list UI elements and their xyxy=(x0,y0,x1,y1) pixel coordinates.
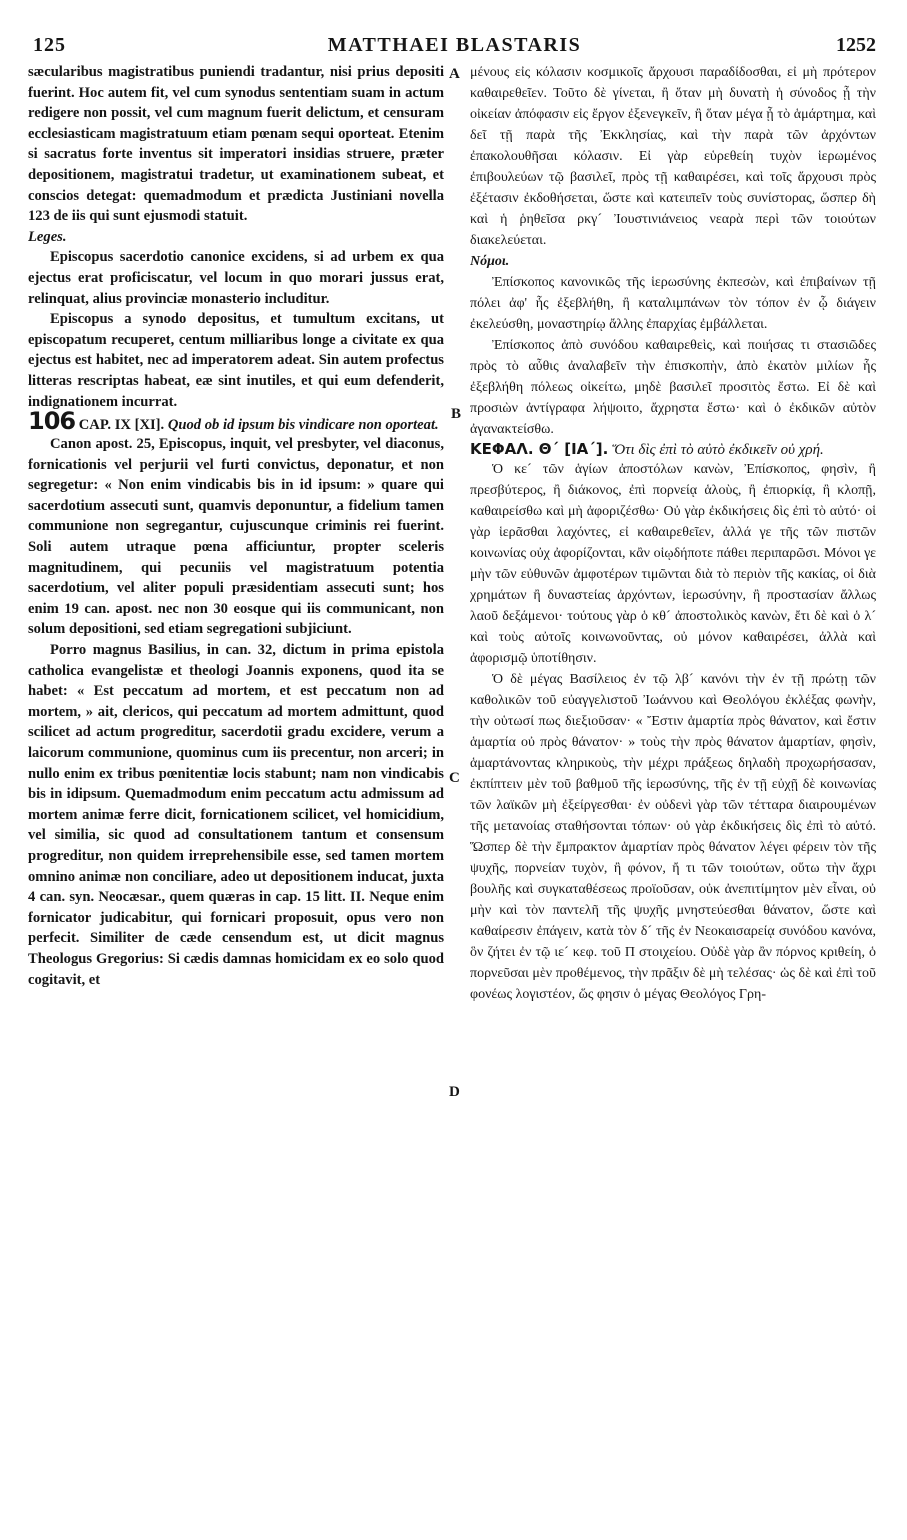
latin-paragraph: Episcopus a synodo depositus, et tumultum excitans, ut episcopatum recuperet, centum milliaribus longe a civitate ex qua ejectus est habitet, nec ad imperatorem adeat. Sin autem profectus litteras rescriptas habeat, eæ sint inutiles, et qui eum defenderit, indignationem incurrat. xyxy=(28,311,444,410)
margin-marker-b: B xyxy=(451,406,462,422)
margin-marker-d: D xyxy=(449,1084,460,1100)
greek-column xyxy=(470,62,876,1522)
greek-paragraph: Ὁ κε´ τῶν ἁγίων ἀποστόλων κανὼν, Ἐπίσκοπος, φησὶν, ἢ πρεσβύτερος, ἢ διάκονος, ἐπὶ πορνείᾳ ἁλοὺς, ἢ ἐπιορκίᾳ, ἢ κλοπῇ, καθαιρείσθω καὶ μὴ ἀφοριζέσθω· Οὐ γὰρ ἐκδικήσεις δὶς ἐπὶ τὸ αὐτό· οἱ γὰρ ἱερᾶσθαι λαχόντες, εἰ καθαιρεθεῖεν, ἀλλά γε τῆς τῶν πιστῶν κοινωνίας οὐχ ἀφορίζονται, κἂν οἱῳδήποτε πάθει περιπαρῶσι. Μόνοι γε μὴν τῶν εὐθυνῶν ἀμφοτέρων τιμῶνται διὰ τὸ περιὸν τῆς κακίας, οἱ διὰ χρημάτων ἢ δυναστείας ἀρχόντων, ἱερωσύνην, ἢ προστασίαν ἄλλως λαοῦ δεξάμενοι· τούτους γὰρ ὁ κθ´ ἀποστολικὸς κανὼν, ἔτι δὲ καὶ ὁ λ´ καὶ τοὺς αὐτοῖς κοινωνοῦντας, οὐ μόνον καθαιρέσει, ἀλλὰ καὶ ἀφορισμῷ ὑποτίθησιν. xyxy=(470,462,876,666)
latin-paragraph: Porro magnus Basilius, in can. 32, dictum in prima epistola catholica evangelistæ et theologi Joannis exponens, quod ita se habet: « Est peccatum ad mortem, et est peccatum non ad mortem, » ait, clericos, qui peccatum ad mortem admittunt, quod scilicet ad actum progreditur, sacerdotii gradu excidere, verum a laicorum communione, quominus cum iis precentur, non arceri; in nullo enim ex tribus pœnitentiæ locis stabunt; nam non vindicabis bis in idipsum. Quemadmodum enim peccatum actu admissum ad mortem animæ ferre dicit, fornicationem scilicet, vel homicidium, vel similia, sic quod ad consultationem tantum et consensum progreditur, non quidem irreprehensibile esse, sed tamen mortem omnino animæ non conciliare, adeo ut depositionem inducat, juxta 4 can. syn. Neocæsar., quem quæras in cap. 15 litt. II. Neque enim fornicator judicabitur, qui fornicari proposuit, opus vero non perfecit. Similiter de cæde censendum est, ut dicit magnus Theologus Gregorius: Si cædis damnas homicidam ex eo solo quod cogitavit, et xyxy=(28,642,444,988)
chapter-number: 106 xyxy=(28,407,76,436)
latin-chapter-label: CAP. IX [XI]. xyxy=(78,417,165,434)
latin-chapter-heading xyxy=(28,407,444,436)
latin-paragraph: Canon apost. 25, Episcopus, inquit, vel presbyter, vel diaconus, fornicationis vel perjurii vel furti convictus, deponatur, et non segregetur: « Non enim vindicabis bis in id ipsum: » quare qui sacerdotium assecuti sunt, quamvis deponuntur, a fidelium tamen communione non segregantur, cujuscunque criminis rei fuerint. Soli autem utraque pœna afficiuntur, propter sceleris magnitudinem, qui pecuniis vel magistratuum potentia sacerdotium, vel aliter populi præsidentiam assecuti sunt; hos enim 19 can. apost. nec non 30 eosque qui iis communicant, non solum depositioni, sed etiam segregationi subjiciunt. xyxy=(28,436,444,638)
greek-paragraph: μένους εἰς κόλασιν κοσμικοῖς ἄρχουσι παραδίδοσθαι, εἰ μὴ πρότερον καθαιρεθεῖεν. Τοῦτο δὲ γίνεται, ἢ ὅταν μὴ δυνατὴ ἡ σύνοδος ᾖ τὴν οἰκείαν ἀπόφασιν εἰς ἔργον ἐξενεγκεῖν, ἢ ὅταν μέγα ᾖ τὸ ἁμάρτημα, καὶ δεῖ τῇ παρὰ τῆς Ἐκκλησίας, καὶ τὴν παρὰ τῶν ἀρχόντων ἐπακολουθῆσαι κόλασιν. Εἰ γὰρ εὑρεθείη τυχὸν ἱερωμένος ἐπιβουλεύων τῷ βασιλεῖ, πρὸς τῇ καθαιρέσει, καὶ τοῖς ἄρχουσι πρὸς ἐξέτασιν ἐκδοθήσεται, ὥστε καὶ κατειπεῖν τοὺς συνίστορας, ὥσπερ δὴ καὶ ἡ ῥηθεῖσα ρκγ´ Ἰουστινιάνειος νεαρὰ περὶ τῶν τοιούτων διακελεύεται. xyxy=(470,65,876,248)
greek-chapter-heading xyxy=(470,440,876,459)
page-number: 125 xyxy=(33,34,66,56)
greek-chapter-label: ΚΕΦΑΛ. Θ´ [ΙΑ´]. xyxy=(470,440,609,458)
latin-chapter-title: Quod ob id ipsum bis vindicare non oporteat. xyxy=(167,417,439,434)
greek-chapter-title: Ὅτι δὶς ἐπὶ τὸ αὐτὸ ἐκδικεῖν οὐ χρή. xyxy=(612,442,824,458)
greek-nomoi-heading: Νόμοι. xyxy=(470,254,510,269)
column-number: 1252 xyxy=(836,34,876,56)
latin-paragraph: Episcopus sacerdotio canonice excidens, si ad urbem ex qua ejectus erat proficiscatur, vel locum in quo morari jussus erat, relinquat, alius provinciæ monasterio includitur. xyxy=(28,249,444,307)
greek-paragraph: Ἐπίσκοπος κανονικῶς τῆς ἱερωσύνης ἐκπεσὼν, καὶ ἐπιβαίνων τῇ πόλει ἀφ' ἧς ἐξεβλήθη, ἢ καταλιμπάνων τὸν τόπον ἐν ᾧ διάγειν ἐκελεύσθη, μοναστηρίῳ ἄλλης ἐπαρχίας ἐμβάλλεται. xyxy=(470,275,876,332)
greek-paragraph: Ἐπίσκοπος ἀπὸ συνόδου καθαιρεθεὶς, καὶ ποιήσας τι στασιῶδες πρὸς τὸ αὖθις ἀναλαβεῖν τὴν ἐπισκοπὴν, ἀπὸ ἑκατὸν μιλίων ἧς ἐξεβλήθη πόλεως οἰκείτω, μηδὲ βασιλεῖ προσιτὸς ἔστω. Εἰ δὲ καὶ προσιὼν ἀντίγραφα λήψοιτο, ἄχρηστα ἔστω· καὶ ὁ ἐκδικῶν αὐτὸν ἀγανακτείσθω. xyxy=(470,338,876,437)
running-title: MATTHAEI BLASTARIS xyxy=(327,34,582,56)
latin-column xyxy=(28,62,444,1522)
page-header xyxy=(33,34,876,60)
margin-marker-c: C xyxy=(449,770,460,786)
latin-leges-heading: Leges. xyxy=(28,228,67,245)
greek-paragraph: Ὁ δὲ μέγας Βασίλειος ἐν τῷ λβ´ κανόνι τὴν ἐν τῇ πρώτῃ τῶν καθολικῶν τοῦ εὐαγγελιστοῦ Ἰωάννου καὶ Θεολόγου ἐκλέξας φωνὴν, τὴν οὑτωσί πως διεξιοῦσαν· « Ἔστιν ἁμαρτία πρὸς θάνατον, καὶ ἔστιν ἁμαρτία οὐ πρὸς θάνατον· » τοὺς τὴν πρὸς θάνατον ἁμαρτίαν, φησὶν, ἁμαρτάνοντας κληρικοὺς, τὴν μέχρι πράξεως δηλαδὴ προχωρήσασαν, ἐκπίπτειν μὲν τοῦ βαθμοῦ τῆς ἱερωσύνης, τῆς ἐν τῇ εὐχῇ δὲ κοινωνίας τῶν λαϊκῶν μὴ ἐξείργεσθαι· ἐν οὐδενὶ γὰρ τῶν τέτταρα διαιρουμένων τῆς μετανοίας σταθήσονται τόπων· οὐ γὰρ ἐκδικήσεις δὶς ἐπὶ τὸ αὐτό. Ὥσπερ δὲ τὴν ἔμπρακτον ἁμαρτίαν πρὸς θάνατον λέγει φέρειν τὸν τῆς ψυχῆς, πορνείαν τυχὸν, ἢ φόνον, ἤ τι τῶν τοιούτων, οὕτω τὴν ἄχρι βουλῆς καὶ συγκαταθέσεως προϊοῦσαν, οὐκ ἀνεπιτίμητον μὲν εἶναι, οὐ μὴν καὶ τὸν παντελῆ τῆς ψυχῆς μνηστεύεσθαι θάνατον, ὥστε καὶ καθαίρεσιν ἐπάγειν, κατὰ τὸν δ´ τῆς ἐν Νεοκαισαρείᾳ συνόδου κανόνα, ὃν ζήτει ἐν τῷ ιε´ κεφ. τοῦ Π στοιχείου. Οὐδὲ γὰρ ἂν πόρνος κριθείη, ὁ πορνεῦσαι μὲν προθέμενος, τὴν πρᾶξιν δὲ μὴ τελέσας· ὡς δὲ καὶ ἐπὶ τοῦ φονέως λογιστέον, ὥς φησιν ὁ μέγας Θεολόγος Γρη- xyxy=(470,672,876,1002)
margin-marker-a: A xyxy=(449,66,460,82)
latin-paragraph: sæcularibus magistratibus puniendi tradantur, nisi prius depositi fuerint. Hoc autem fit, vel cum synodus sententiam suam in actum redigere non possit, vel cum magnum fuerit delictum, et censuram ecclesiasticam magistratuum etiam pœnam sequi oporteat. Etenim si sacratus forte inventus sit imperatori insidias struere, præter depositionem, magistratui tradetur, ut examinationem subeat, et conscios detegat: quemadmodum et prædicta Justiniani novella 123 de iis qui sunt ejusmodi statuit. xyxy=(28,64,444,225)
